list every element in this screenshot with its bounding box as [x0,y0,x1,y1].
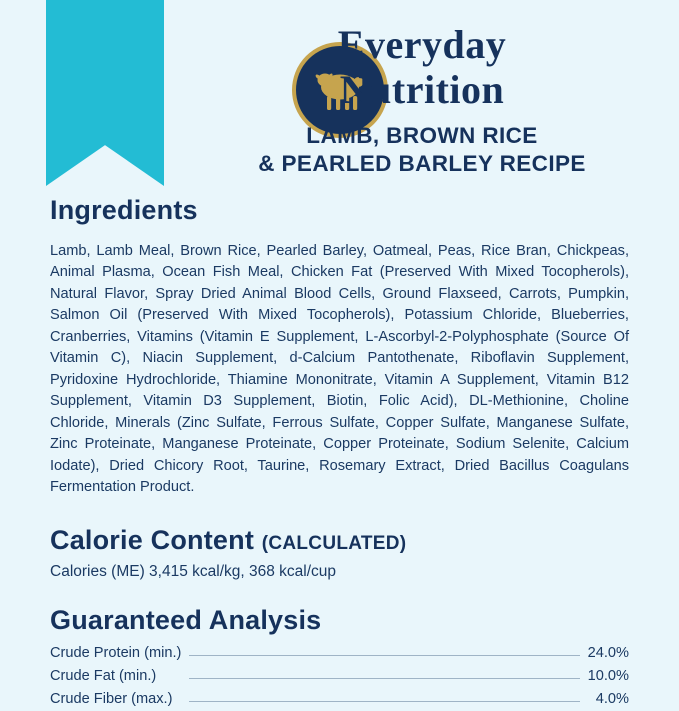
ingredients-heading: Ingredients [50,195,198,225]
calorie-content-heading [50,525,629,556]
nutrient-label: Crude Fiber (max.) [50,691,173,708]
ingredients-text: Lamb, Lamb Meal, Brown Rice, Pearled Barley, Oatmeal, Peas, Rice Bran, Chickpeas, Animal Plasma, Ocean Fish Meal, Chicken Fat (Preserved With Mixed Tocopherols), Natural Flavor, Spray Dried Animal Blood Cells, Ground Flaxseed, Carrots, Pumpkin, Salmon Oil (Preserved With Mixed Tocopherols), Potassium Chloride, Blueberries, Cranberries, Vitamins (Vitamin E Supplement, L-Ascorbyl-2-Polyphosphate (Source Of Vitamin C), Niacin Supplement, d-Calcium Pantothenate, Riboflavin Supplement, Pyridoxine Hydrochloride, Thiamine Mononitrate, Vitamin A Supplement, Vitamin B12 Supplement, Vitamin D3 Supplement, Biotin, Folic Acid), DL-Methionine, Choline Chloride, Minerals (Zinc Sulfate, Ferrous Sulfate, Copper Sulfate, Manganese Sulfate, Zinc Proteinate, Manganese Proteinate, Copper Proteinate, Sodium Selenite, Calcium Iodate), Dried Chicory Root, Taurine, Rosemary Extract, Dried Bacillus Coagulans Fermentation Product. [50,242,629,496]
table-row [50,642,629,665]
title-line-2: Nutrition [339,67,505,112]
calorie-content-line: Calories (ME) 3,415 kcal/kg, 368 kcal/cup [50,562,337,580]
ingredients-section [50,195,629,499]
content [0,195,679,711]
nutrient-value: 4.0% [595,691,629,708]
title-line-1: Everyday [337,22,507,67]
calorie-content-heading-note: (CALCULATED) [261,532,407,554]
guaranteed-analysis-table [50,642,629,711]
calorie-content-heading-text: Calorie Content [50,524,255,555]
leader-rule [189,688,579,711]
page-title [185,22,659,112]
title-block [185,22,659,178]
header [0,0,679,195]
calorie-content-section [50,525,629,583]
guaranteed-analysis-section [50,605,629,711]
ribbon-banner [46,0,164,186]
leader-rule [189,665,579,688]
guaranteed-analysis-heading: Guaranteed Analysis [50,604,322,635]
table-row [50,688,629,711]
leader-rule [189,642,579,665]
table-row [50,665,629,688]
nutrient-value: 24.0% [587,645,629,662]
nutrient-label: Crude Fat (min.) [50,668,157,685]
subtitle-line-1: LAMB, BROWN RICE [306,123,538,148]
nutrient-label: Crude Protein (min.) [50,645,182,662]
subtitle-line-2: & PEARLED BARLEY RECIPE [258,151,586,176]
page-subtitle [185,122,659,178]
nutrient-value: 10.0% [587,668,629,685]
